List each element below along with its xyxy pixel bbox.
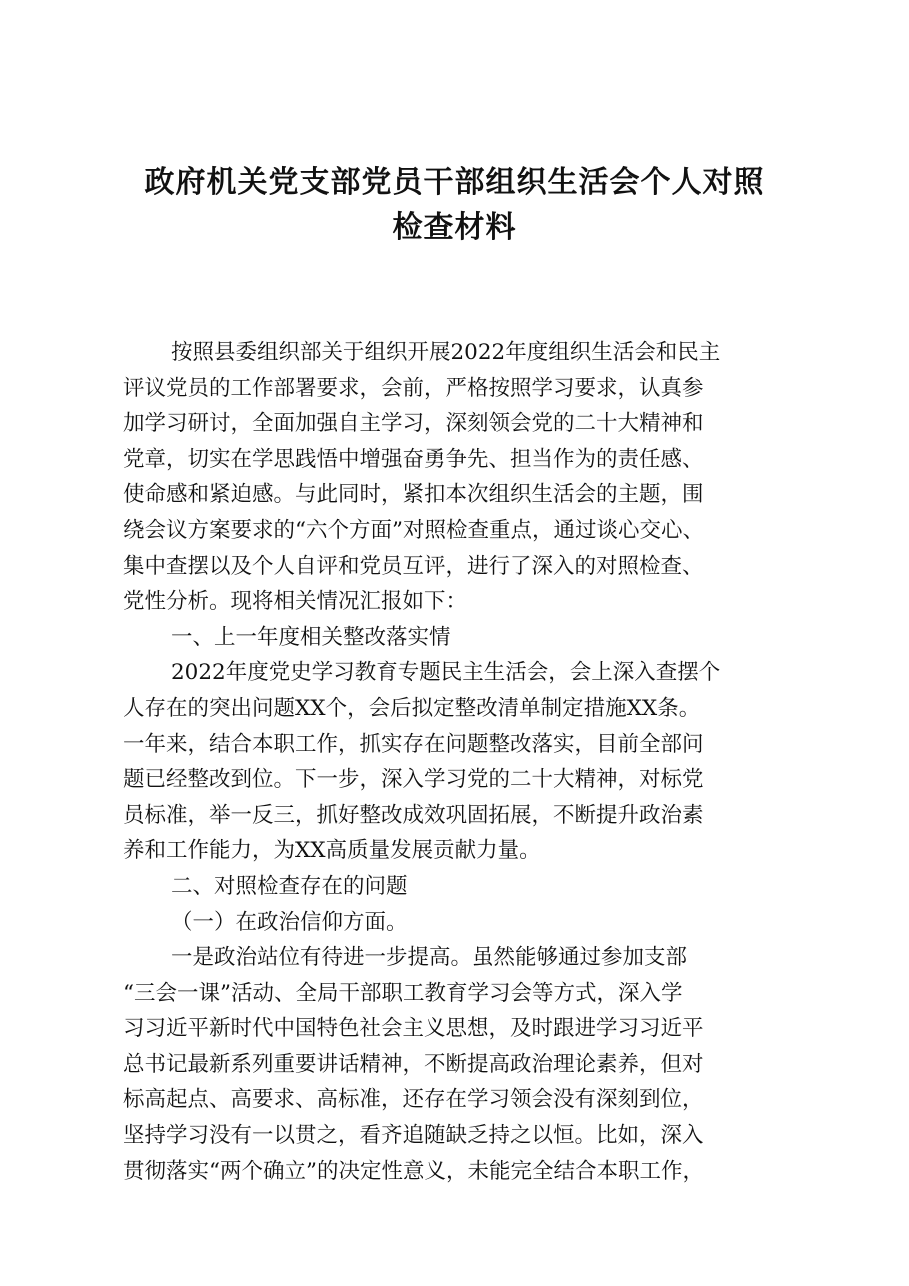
document-body: [123, 335, 795, 1189]
subsection-heading: （一）在政治信仰方面。: [171, 909, 408, 935]
paragraph-line: 加学习研讨，全面加强自主学习，深刻领会党的二十大精神和: [123, 411, 704, 437]
paragraph-line: 党章，切实在学思践悟中增强奋勇争先、担当作为的责任感、: [123, 446, 704, 472]
paragraph-line: 2022年度党史学习教育专题民主生活会，会上深入查摆个: [171, 660, 721, 686]
section-heading: 一、上一年度相关整改落实情: [171, 624, 451, 650]
paragraph-line: 人存在的突出问题XX个，会后拟定整改清单制定措施XX条。: [123, 695, 701, 721]
paragraph-line: 绕会议方案要求的“六个方面”对照检查重点，通过谈心交心、: [123, 517, 704, 543]
paragraph-line: “三会一课”活动、全局干部职工教育学习会等方式，深入学: [123, 980, 683, 1006]
paragraph-line: 标高起点、高要求、高标准，还存在学习领会没有深刻到位，: [123, 1087, 704, 1113]
document-title-line-2: 检查材料: [392, 210, 517, 245]
paragraph-line: 集中查摆以及个人自评和党员互评，进行了深入的对照检查、: [123, 553, 704, 579]
paragraph-line: 一年来，结合本职工作，抓实存在问题整改落实，目前全部问: [123, 731, 704, 757]
paragraph-line: 题已经整改到位。下一步，深入学习党的二十大精神，对标党: [123, 767, 704, 793]
section-heading: 二、对照检查存在的问题: [171, 873, 408, 899]
paragraph-line: 坚持学习没有一以贯之，看齐追随缺乏持之以恒。比如，深入: [123, 1123, 704, 1149]
paragraph-line: 评议党员的工作部署要求，会前，严格按照学习要求，认真参: [123, 375, 704, 401]
paragraph-line: 党性分析。现将相关情况汇报如下：: [123, 589, 468, 615]
paragraph-line: 养和工作能力，为XX高质量发展贡献力量。: [123, 838, 541, 864]
paragraph-line: 按照县委组织部关于组织开展2022年度组织生活会和民主: [171, 340, 721, 365]
paragraph-line: 员标准，举一反三，抓好整改成效巩固拓展，不断提升政治素: [123, 802, 704, 828]
paragraph-line: 一是政治站位有待进一步提高。虽然能够通过参加支部: [171, 945, 688, 971]
paragraph-line: 贯彻落实“两个确立”的决定性意义，未能完全结合本职工作，: [123, 1158, 704, 1184]
paragraph-line: 习习近平新时代中国特色社会主义思想，及时跟进学习习近平: [123, 1016, 704, 1042]
paragraph-line: 总书记最新系列重要讲话精神，不断提高政治理论素养，但对: [123, 1051, 704, 1077]
document-title-line-1: 政府机关党支部党员干部组织生活会个人对照: [144, 165, 765, 200]
paragraph-line: 使命感和紧迫感。与此同时，紧扣本次组织生活会的主题，围: [123, 482, 704, 508]
